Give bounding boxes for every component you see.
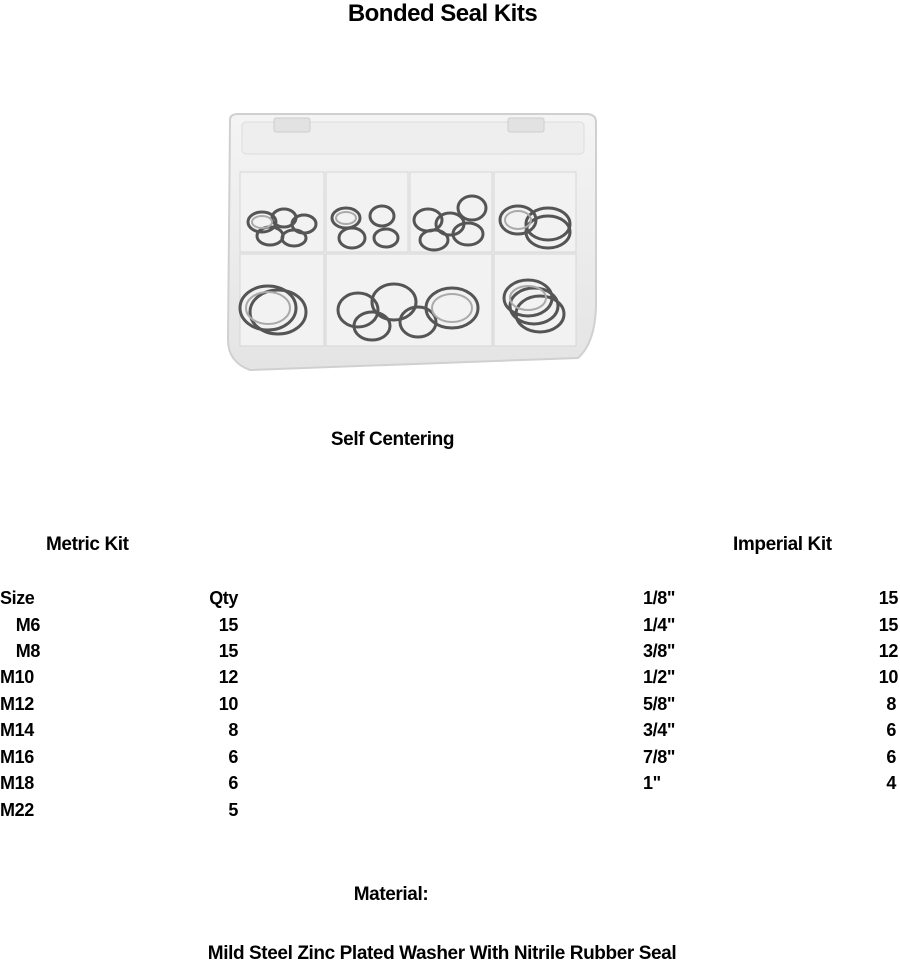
imperial-qty-cell: 12 (878, 641, 898, 661)
material-label: Material: (353, 884, 429, 905)
metric-size-cell: M8 (15, 641, 40, 661)
imperial-qty-cell: 15 (878, 588, 898, 608)
imperial-size-cell: 1/4" (643, 615, 675, 635)
imperial-qty-cell: 6 (886, 720, 896, 740)
metric-qty-cell: 6 (228, 747, 238, 767)
imperial-size-cell: 5/8" (643, 694, 675, 714)
imperial-size-cell: 3/8" (643, 641, 675, 661)
metric-qty-cell: 12 (218, 667, 238, 687)
metric-size-cell: M18 (0, 773, 34, 793)
imperial-size-cell: 7/8" (643, 747, 675, 767)
subtitle: Self Centering (330, 429, 455, 450)
imperial-qty-cell: 6 (886, 747, 896, 767)
imperial-qty-cell: 15 (878, 615, 898, 635)
imperial-qty-cell: 10 (878, 667, 898, 687)
imperial-size-cell: 1" (643, 773, 661, 793)
metric-qty-cell: 8 (228, 720, 238, 740)
metric-qty-cell: 15 (218, 641, 238, 661)
metric-size-cell: M22 (0, 800, 34, 820)
material-description: Mild Steel Zinc Plated Washer With Nitrile Rubber Seal (207, 943, 677, 964)
metric-size-cell: M16 (0, 747, 34, 767)
metric-kit-heading: Metric Kit (46, 534, 129, 555)
imperial-size-cell: 1/2" (643, 667, 675, 687)
imperial-qty-cell: 8 (886, 694, 896, 714)
metric-qty-cell: 6 (228, 773, 238, 793)
metric-qty-header: Qty (209, 588, 238, 608)
metric-size-header: Size (0, 588, 35, 608)
imperial-kit-heading: Imperial Kit (733, 534, 832, 555)
imperial-qty-cell: 4 (886, 773, 896, 793)
metric-qty-cell: 15 (218, 615, 238, 635)
metric-size-cell: M10 (0, 667, 34, 687)
metric-qty-cell: 5 (228, 800, 238, 820)
bonded-seal-kit-box-image (222, 112, 602, 380)
metric-size-cell: M14 (0, 720, 34, 740)
imperial-size-cell: 3/4" (643, 720, 675, 740)
metric-size-cell: M6 (15, 615, 40, 635)
page-title: Bonded Seal Kits (347, 0, 538, 27)
metric-size-cell: M12 (0, 694, 34, 714)
imperial-size-cell: 1/8" (643, 588, 675, 608)
metric-qty-cell: 10 (218, 694, 238, 714)
